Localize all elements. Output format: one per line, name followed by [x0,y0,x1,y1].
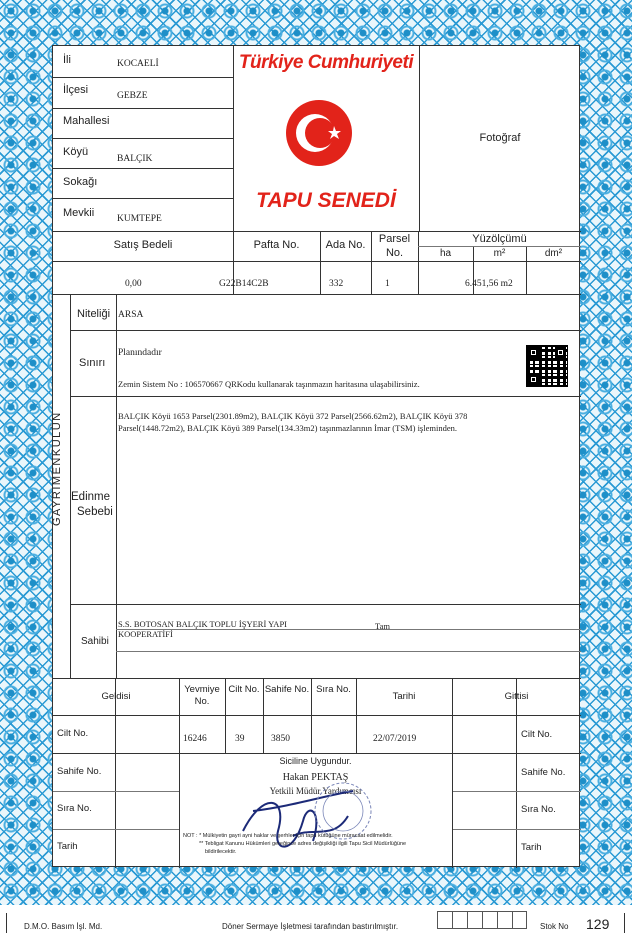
crescent-star-emblem-icon [285,99,353,167]
edinme-line2: Parsel(1448.72m2), BALÇIK Köyü 389 Parsel(134.33m2) taşınmazlarının İmar (TSM) işleminden. [118,423,457,433]
niteligi-value: ARSA [118,310,144,320]
left-tarih-label: Tarih [57,841,78,852]
left-sahife-label: Sahife No. [57,766,102,777]
siniri-line1: Planındadır [118,348,162,358]
yevmiye-header: Yevmiye No. [184,684,220,707]
sicil-text: Siciline Uygundur. [279,756,352,766]
official-name: Hakan PEKTAŞ [282,772,349,783]
sokak-label: Sokağı [63,176,98,188]
satis-value: 0,00 [125,279,142,289]
tarihi-value: 22/07/2019 [373,734,417,744]
koy-label: Köyü [63,146,89,158]
photo-label: Fotoğraf [479,132,521,144]
gayrimenkul-side-label: GAYRIMENKULÜN [51,411,63,526]
deed-form [52,45,580,867]
note-line2: ** Tebligat Kanunu Hükümleri gereğince adres değişikliği ilgili Tapu Sicil Müdürlüğüne [199,841,407,847]
siniri-label: Sınırı [79,357,106,369]
koy-value: BALÇIK [117,154,153,164]
stok-value: 129 [586,916,610,932]
left-cilt-label: Cilt No. [57,728,89,739]
pafta-header: Pafta No. [253,239,300,251]
pafta-value: G22B14C2B [219,279,269,289]
edinme-label-1: Edinme [71,491,110,503]
mevki-label: Mevkii [63,207,95,219]
sira-header: Sıra No. [316,684,351,695]
stok-label: Stok No [540,922,569,931]
note-line3: bildirilecektir. [205,849,237,855]
yevmiye-value: 16246 [183,734,207,744]
cilt-header: Cilt No. [228,684,260,695]
area-value: 6.451,56 m2 [465,279,513,289]
sahibi-share: Tam [375,621,390,631]
ada-header: Ada No. [325,239,366,251]
siniri-line2: Zemin Sistem No : 106570667 QRKodu kullanarak taşınmazın haritasına ulaşabilirsiniz. [118,379,420,389]
right-tarih-label: Tarih [521,842,542,853]
row-line [53,77,233,78]
left-sira-label: Sıra No. [57,803,92,814]
qr-code[interactable] [526,345,568,387]
edinme-line1: BALÇIK Köyü 1653 Parsel(2301.89m2), BALÇIK Köyü 372 Parsel(2566.62m2), BALÇIK Köyü 378 [118,411,468,421]
signature-and-stamp [233,771,373,866]
right-sira-label: Sıra No. [521,804,556,815]
printer-name: D.M.O. Basım İşl. Md. [24,922,103,931]
republic-title: Türkiye Cumhuriyeti [238,52,414,73]
dm2-header: dm² [544,248,563,259]
m2-header: m² [493,248,506,259]
yuzolcumu-header: Yüzölçümü [472,233,527,245]
printed-by: Döner Sermaye İşletmesi tarafından bastırılmıştır. [222,922,399,931]
sahife-header: Sahife No. [264,684,310,695]
tarihi-header: Tarihi [392,691,416,702]
footer [0,905,632,944]
right-sahife-label: Sahife No. [521,767,566,778]
ada-value: 332 [329,279,344,289]
sahibi-line2: KOOPERATİFİ [118,629,173,639]
deed-title: TAPU SENEDİ [256,189,396,212]
serial-boxes [437,911,527,929]
il-label: İli [63,54,71,66]
satis-header: Satış Bedeli [113,239,173,251]
niteligi-label: Niteliği [77,308,111,320]
il-value: KOCAELİ [117,59,159,69]
mahalle-label: Mahallesi [63,115,110,127]
sahibi-line1: S.S. BOTOSAN BALÇIK TOPLU İŞYERİ YAPI [118,619,288,629]
mevki-value: KUMTEPE [117,214,162,224]
sahibi-label: Sahibi [81,636,109,647]
cilt-value: 39 [235,734,245,744]
official-title: Yetkili Müdür Yardımcısı [269,786,362,796]
ilce-value: GEBZE [117,91,148,101]
geldisi-header: Geldisi [101,691,131,702]
note-line1: NOT : * Mülkiyetin gayri ayni haklar ve şerhler için tapu kütüğüne müracaat edilmelidir. [183,833,393,839]
ilce-label: İlçesi [63,84,89,96]
right-cilt-label: Cilt No. [521,729,553,740]
parsel-value: 1 [385,279,390,289]
parsel-header: Parsel No. [378,233,411,259]
ha-header: ha [439,248,452,259]
gittisi-header: Gittisi [504,691,529,702]
sahife-value: 3850 [271,734,290,744]
edinme-label-2: Sebebi [77,506,113,518]
